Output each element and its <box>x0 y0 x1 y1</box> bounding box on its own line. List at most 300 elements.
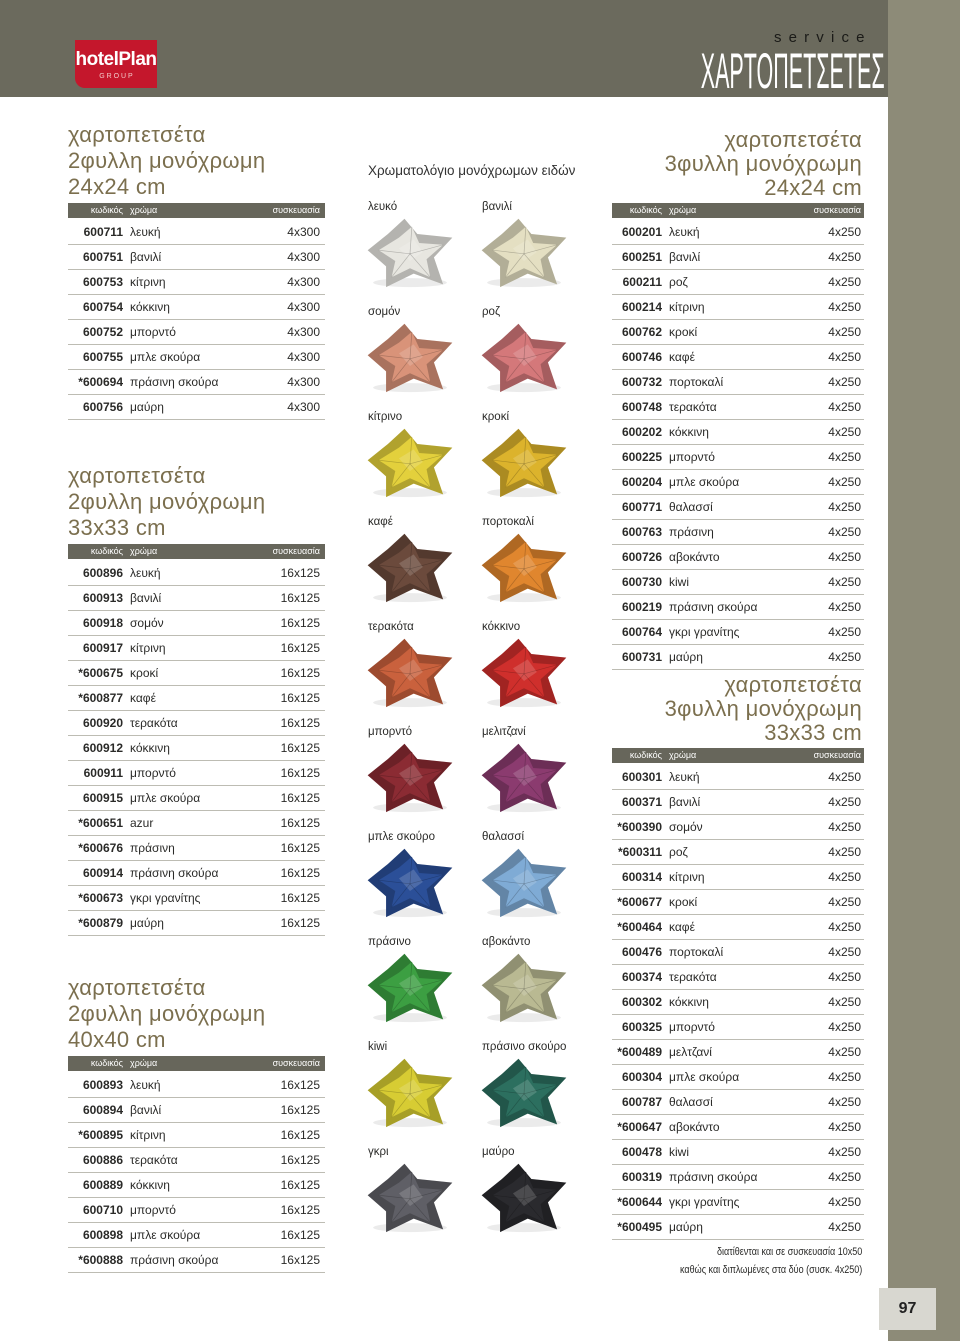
product-color: λευκή <box>669 770 700 784</box>
product-color: μπλε σκούρα <box>130 1228 201 1242</box>
table-body <box>612 765 864 1240</box>
product-pack: 4x250 <box>828 1095 861 1109</box>
product-pack: 4x250 <box>828 475 861 489</box>
table-row <box>612 345 864 370</box>
napkin-swatch-image <box>364 1161 456 1233</box>
table-row <box>68 1223 325 1248</box>
swatch-label: αβοκάντο <box>482 936 531 948</box>
product-pack: 4x250 <box>828 575 861 589</box>
product-pack: 4x250 <box>828 895 861 909</box>
swatch-label: πράσινο <box>368 936 411 948</box>
product-code: 600202 <box>621 425 662 439</box>
product-code: 600771 <box>621 500 662 514</box>
color-swatch <box>482 620 596 725</box>
product-pack: 4x250 <box>828 350 861 364</box>
column-header-pack: συσκευασία <box>272 1058 320 1068</box>
color-swatch <box>482 305 596 410</box>
product-color: πράσινη σκούρα <box>669 600 758 614</box>
product-color: αβοκάντο <box>669 550 720 564</box>
product-code: 600214 <box>621 300 662 314</box>
product-color: πράσινη σκούρα <box>669 1170 758 1184</box>
product-pack: 16x125 <box>280 1228 320 1242</box>
table-row <box>68 1148 325 1173</box>
product-color: πράσινη σκούρα <box>130 866 219 880</box>
product-color: kiwi <box>669 1145 689 1159</box>
product-pack: 4x250 <box>828 795 861 809</box>
product-pack: 4x250 <box>828 325 861 339</box>
table-row <box>612 765 864 790</box>
product-color: κόκκινη <box>130 741 170 755</box>
table-row <box>68 1248 325 1273</box>
product-color: ροζ <box>669 845 688 859</box>
section-title-line: 2φυλλη μονόχρωμη <box>68 148 266 173</box>
product-color: μπορντό <box>669 1020 715 1034</box>
product-pack: 4x250 <box>828 500 861 514</box>
table-row <box>612 1190 864 1215</box>
product-code: 600219 <box>621 600 662 614</box>
product-color: σομόν <box>669 820 703 834</box>
table-header <box>68 203 325 218</box>
product-code: 600301 <box>621 770 662 784</box>
product-color: μαύρη <box>130 400 164 414</box>
product-pack: 16x125 <box>280 1203 320 1217</box>
swatch-label: βανιλί <box>482 201 512 213</box>
product-pack: 16x125 <box>280 716 320 730</box>
table-row <box>68 886 325 911</box>
product-code: *600877 <box>78 691 123 705</box>
table-row <box>612 620 864 645</box>
table-row <box>612 595 864 620</box>
product-table-2ply-40x40 <box>68 975 325 1273</box>
section-title-line: χαρτοπετσέτα <box>68 975 206 1000</box>
product-code: 600730 <box>621 575 662 589</box>
product-code: 600898 <box>82 1228 123 1242</box>
color-swatch <box>482 725 596 830</box>
table-row <box>68 861 325 886</box>
table-row <box>612 570 864 595</box>
swatch-label: πορτοκαλί <box>482 516 534 528</box>
table-row <box>612 915 864 940</box>
product-color: κίτρινη <box>130 275 166 289</box>
product-code: 600755 <box>82 350 123 364</box>
product-pack: 16x125 <box>280 591 320 605</box>
product-color: πράσινη σκούρα <box>130 375 219 389</box>
product-code: *600311 <box>617 845 662 859</box>
swatch-label: τερακότα <box>368 621 414 633</box>
product-pack: 16x125 <box>280 891 320 905</box>
product-color: μπλε σκούρα <box>669 475 740 489</box>
table-row <box>612 470 864 495</box>
color-swatch <box>368 1040 482 1145</box>
product-color: μπορντό <box>130 325 176 339</box>
product-code: 600314 <box>621 870 662 884</box>
product-pack: 4x250 <box>828 1045 861 1059</box>
napkin-swatch-image <box>364 426 456 498</box>
product-code: 600201 <box>621 225 662 239</box>
product-code: 600746 <box>621 350 662 364</box>
column-header-code: κωδικός <box>629 205 662 215</box>
column-header-color: χρώμα <box>669 750 697 760</box>
side-strip <box>888 0 960 1341</box>
product-color: ροζ <box>669 275 688 289</box>
color-swatch <box>482 410 596 515</box>
table-header <box>612 203 864 218</box>
product-pack: 4x250 <box>828 275 861 289</box>
napkin-swatch-image <box>478 846 570 918</box>
product-code: 600476 <box>621 945 662 959</box>
product-pack: 4x250 <box>828 625 861 639</box>
table-body <box>68 1073 325 1273</box>
product-color: πράσινη <box>669 525 714 539</box>
napkin-swatch-image <box>478 1056 570 1128</box>
product-color: μπλε σκούρα <box>130 350 201 364</box>
section-title-line: χαρτοπετσέτα <box>68 463 206 488</box>
table-row <box>68 786 325 811</box>
table-row <box>612 1165 864 1190</box>
product-color: τερακότα <box>669 400 717 414</box>
product-code: 600710 <box>82 1203 123 1217</box>
color-swatch <box>368 305 482 410</box>
product-color: λευκή <box>130 1078 161 1092</box>
product-code: 600371 <box>621 795 662 809</box>
section-title-line: 3φυλλη μονόχρωμη <box>664 151 862 176</box>
product-code: 600918 <box>82 616 123 630</box>
product-color: αβοκάντο <box>669 1120 720 1134</box>
page-title: ΧΑΡΤΟΠΕΤΣΕΤΕΣ <box>701 43 885 99</box>
section-title-line: 24x24 cm <box>68 174 166 199</box>
section-title-line: 33x33 cm <box>68 515 166 540</box>
column-header-code: κωδικός <box>90 205 123 215</box>
column-header-color: χρώμα <box>669 205 697 215</box>
product-color: κόκκινη <box>130 300 170 314</box>
logo-group-text: G R O U P <box>99 73 133 80</box>
product-code: 600302 <box>621 995 662 1009</box>
product-color: τερακότα <box>130 716 178 730</box>
product-color: θαλασσί <box>669 1095 713 1109</box>
product-code: *600489 <box>617 1045 662 1059</box>
product-code: 600251 <box>621 250 662 264</box>
color-swatch <box>368 200 482 305</box>
column-header-pack: συσκευασία <box>813 205 861 215</box>
product-color: κόκκινη <box>669 995 709 1009</box>
table-row <box>68 611 325 636</box>
product-pack: 4x250 <box>828 1070 861 1084</box>
column-header-color: χρώμα <box>130 546 158 556</box>
table-row <box>612 1065 864 1090</box>
table-row <box>612 320 864 345</box>
table-row <box>68 320 325 345</box>
product-color: μπορντό <box>130 1203 176 1217</box>
table-header <box>68 1056 325 1071</box>
table-row <box>68 561 325 586</box>
product-color: βανιλί <box>130 1103 162 1117</box>
footnote <box>680 1243 862 1279</box>
napkin-swatch-image <box>364 846 456 918</box>
product-code: 600478 <box>621 1145 662 1159</box>
product-pack: 4x300 <box>287 375 320 389</box>
table-row <box>612 1140 864 1165</box>
product-code: *600651 <box>78 816 123 830</box>
product-color: καφέ <box>130 691 156 705</box>
section-title-line: 24x24 cm <box>764 175 862 200</box>
product-code: 600204 <box>621 475 662 489</box>
product-code: *600694 <box>78 375 123 389</box>
table-row <box>612 220 864 245</box>
swatch-label: ροζ <box>482 306 501 318</box>
table-row <box>612 245 864 270</box>
product-pack: 4x250 <box>828 400 861 414</box>
swatch-label: σομόν <box>368 306 401 318</box>
table-body <box>612 220 864 670</box>
napkin-swatch-image <box>478 531 570 603</box>
table-body <box>68 220 325 420</box>
product-code: 600374 <box>621 970 662 984</box>
product-pack: 4x250 <box>828 1170 861 1184</box>
column-header-pack: συσκευασία <box>272 205 320 215</box>
product-pack: 16x125 <box>280 866 320 880</box>
color-swatch <box>368 935 482 1040</box>
product-code: 600917 <box>82 641 123 655</box>
product-pack: 4x250 <box>828 970 861 984</box>
product-code: 600762 <box>621 325 662 339</box>
section-title <box>68 975 325 1053</box>
table-row <box>612 1115 864 1140</box>
table-row <box>612 645 864 670</box>
table-row <box>68 270 325 295</box>
product-color: πορτοκαλί <box>669 945 724 959</box>
product-pack: 16x125 <box>280 1253 320 1267</box>
product-pack: 4x250 <box>828 525 861 539</box>
table-row <box>68 736 325 761</box>
table-row <box>612 395 864 420</box>
product-code: *600644 <box>617 1195 662 1209</box>
product-pack: 4x250 <box>828 375 861 389</box>
product-code: 600304 <box>621 1070 662 1084</box>
product-pack: 4x300 <box>287 400 320 414</box>
napkin-swatch-image <box>478 741 570 813</box>
product-code: *600495 <box>617 1220 662 1234</box>
table-row <box>68 245 325 270</box>
product-color: γκρι γρανίτης <box>669 625 740 639</box>
napkin-swatch-image <box>364 1056 456 1128</box>
product-pack: 16x125 <box>280 666 320 680</box>
top-banner <box>0 0 888 97</box>
product-pack: 16x125 <box>280 641 320 655</box>
product-code: *600673 <box>78 891 123 905</box>
product-code: 600911 <box>83 766 123 780</box>
product-code: 600756 <box>82 400 123 414</box>
product-color: γκρι γρανίτης <box>669 1195 740 1209</box>
footnote-line: καθώς και διπλωμένες στα δύο (συσκ. 4x250) <box>679 1264 862 1276</box>
service-label: s e r v i c e <box>773 29 866 46</box>
product-color: καφέ <box>669 920 695 934</box>
table-row <box>612 1215 864 1240</box>
table-row <box>612 295 864 320</box>
section-title-line: 2φυλλη μονόχρωμη <box>68 489 266 514</box>
swatch-label: κίτρινο <box>368 411 403 423</box>
napkin-swatch-image <box>364 216 456 288</box>
swatch-label: κόκκινο <box>482 621 521 633</box>
product-pack: 4x300 <box>287 225 320 239</box>
napkin-swatch-image <box>364 531 456 603</box>
product-table-3ply-33x33 <box>612 673 864 1240</box>
section-title-line: 3φυλλη μονόχρωμη <box>664 696 862 721</box>
product-color: μαύρη <box>130 916 164 930</box>
product-color: λευκή <box>669 225 700 239</box>
table-header <box>612 748 864 763</box>
color-swatch <box>368 410 482 515</box>
product-code: 600896 <box>82 566 123 580</box>
product-table-2ply-33x33 <box>68 463 325 936</box>
product-color: κίτρινη <box>130 1128 166 1142</box>
product-color: καφέ <box>669 350 695 364</box>
product-pack: 16x125 <box>280 1128 320 1142</box>
table-row <box>612 990 864 1015</box>
swatch-label: μπορντό <box>368 726 413 738</box>
product-pack: 16x125 <box>280 916 320 930</box>
product-color: βανιλί <box>130 591 162 605</box>
product-color: πορτοκαλί <box>669 375 724 389</box>
color-swatch <box>368 830 482 935</box>
table-row <box>68 761 325 786</box>
section-title <box>68 122 325 200</box>
product-code: 600920 <box>82 716 123 730</box>
table-row <box>612 865 864 890</box>
product-pack: 4x300 <box>287 300 320 314</box>
product-pack: 4x250 <box>828 225 861 239</box>
product-code: 600211 <box>622 275 662 289</box>
table-row <box>612 495 864 520</box>
product-color: μπλε σκούρα <box>669 1070 740 1084</box>
product-code: 600763 <box>621 525 662 539</box>
swatch-label: μαύρο <box>482 1146 515 1158</box>
table-row <box>68 395 325 420</box>
product-pack: 4x250 <box>828 450 861 464</box>
table-row <box>68 636 325 661</box>
product-color: kiwi <box>669 575 689 589</box>
product-color: μπορντό <box>669 450 715 464</box>
product-table-3ply-24x24 <box>612 128 864 670</box>
product-code: 600915 <box>82 791 123 805</box>
product-pack: 4x300 <box>287 250 320 264</box>
product-pack: 16x125 <box>280 691 320 705</box>
product-code: 600889 <box>82 1178 123 1192</box>
napkin-swatch-image <box>478 426 570 498</box>
product-pack: 16x125 <box>280 1078 320 1092</box>
product-pack: 4x250 <box>828 995 861 1009</box>
section-title <box>612 673 864 745</box>
napkin-swatch-image <box>364 741 456 813</box>
swatch-label: μελιτζανί <box>482 726 526 738</box>
table-row <box>612 370 864 395</box>
product-pack: 4x250 <box>828 550 861 564</box>
product-code: 600753 <box>82 275 123 289</box>
table-row <box>612 940 864 965</box>
color-swatch <box>482 200 596 305</box>
product-color: γκρι γρανίτης <box>130 891 201 905</box>
product-pack: 4x250 <box>828 650 861 664</box>
table-row <box>612 965 864 990</box>
color-swatch <box>482 830 596 935</box>
color-swatch <box>482 1145 596 1250</box>
product-pack: 4x300 <box>287 350 320 364</box>
product-pack: 4x250 <box>828 870 861 884</box>
product-code: *600390 <box>617 820 662 834</box>
product-pack: 4x250 <box>828 1120 861 1134</box>
product-code: 600732 <box>621 375 662 389</box>
product-code: 600751 <box>82 250 123 264</box>
napkin-swatch-image <box>478 1161 570 1233</box>
napkin-swatch-image <box>364 636 456 708</box>
swatch-label: μπλε σκούρο <box>368 831 435 843</box>
product-pack: 4x250 <box>828 845 861 859</box>
product-code: 600225 <box>621 450 662 464</box>
product-color: κόκκινη <box>669 425 709 439</box>
color-swatch <box>482 1040 596 1145</box>
product-pack: 16x125 <box>280 791 320 805</box>
product-color: σομόν <box>130 616 164 630</box>
product-code: 600912 <box>82 741 123 755</box>
product-code: 600787 <box>621 1095 662 1109</box>
logo-wordmark: hotelPlan <box>75 49 157 70</box>
product-pack: 4x250 <box>828 250 861 264</box>
product-pack: 4x250 <box>828 425 861 439</box>
table-row <box>68 295 325 320</box>
color-swatch <box>368 725 482 830</box>
hotelplan-logo <box>75 40 157 88</box>
product-code: 600893 <box>82 1078 123 1092</box>
table-row <box>68 1123 325 1148</box>
product-pack: 16x125 <box>280 766 320 780</box>
table-row <box>612 840 864 865</box>
product-table-2ply-24x24 <box>68 122 325 420</box>
table-row <box>68 711 325 736</box>
section-title <box>68 463 325 541</box>
table-row <box>68 811 325 836</box>
table-row <box>68 345 325 370</box>
product-pack: 4x250 <box>828 1020 861 1034</box>
product-pack: 16x125 <box>280 816 320 830</box>
product-color: κροκί <box>130 666 159 680</box>
napkin-swatch-image <box>364 321 456 393</box>
table-row <box>612 520 864 545</box>
column-header-code: κωδικός <box>629 750 662 760</box>
product-color: τερακότα <box>130 1153 178 1167</box>
table-row <box>68 1098 325 1123</box>
product-pack: 4x250 <box>828 770 861 784</box>
section-title-line: 2φυλλη μονόχρωμη <box>68 1001 266 1026</box>
product-code: 600748 <box>621 400 662 414</box>
product-pack: 4x250 <box>828 600 861 614</box>
product-pack: 4x250 <box>828 300 861 314</box>
table-row <box>68 1173 325 1198</box>
product-color: azur <box>130 816 154 830</box>
table-row <box>612 420 864 445</box>
color-swatch <box>368 1145 482 1250</box>
swatch-label: kiwi <box>368 1041 388 1053</box>
product-color: μπλε σκούρα <box>130 791 201 805</box>
product-code: 600764 <box>621 625 662 639</box>
napkin-swatch-image <box>478 636 570 708</box>
product-color: λευκή <box>130 225 161 239</box>
column-header-color: χρώμα <box>130 1058 158 1068</box>
section-title-line: χαρτοπετσέτα <box>724 127 862 152</box>
product-color: βανιλί <box>669 795 701 809</box>
section-title <box>612 128 864 200</box>
column-header-code: κωδικός <box>90 546 123 556</box>
product-pack: 16x125 <box>280 1103 320 1117</box>
product-color: πράσινη σκούρα <box>130 1253 219 1267</box>
